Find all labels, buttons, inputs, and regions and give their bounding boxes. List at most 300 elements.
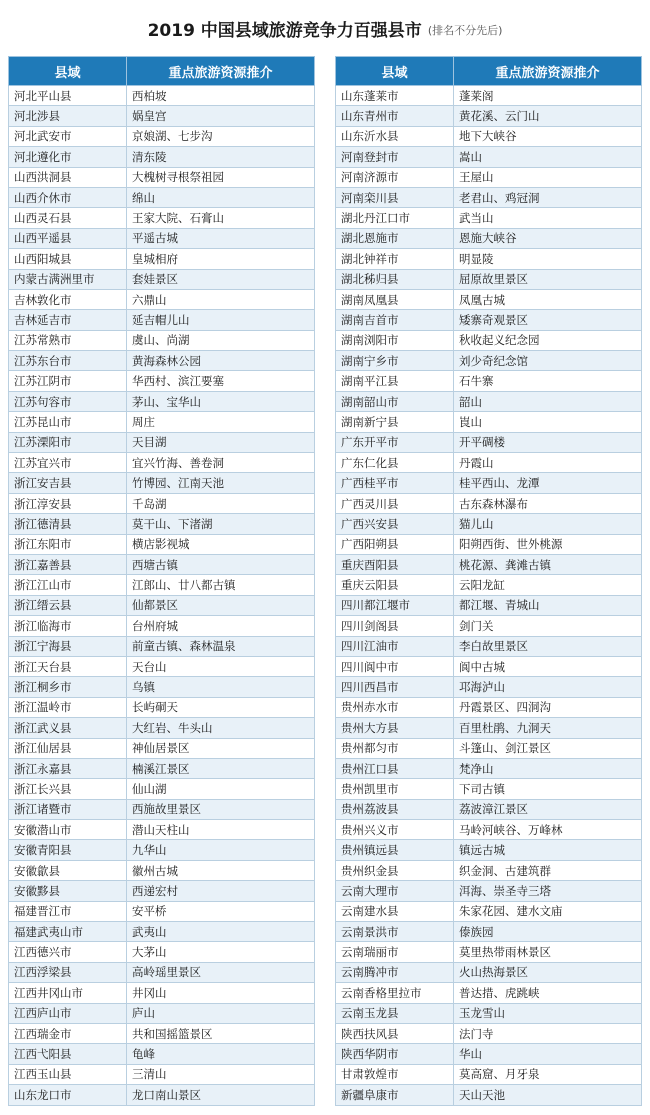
county-column-header: 县域 xyxy=(9,57,127,86)
resource-cell: 周庄 xyxy=(127,412,315,432)
table-row xyxy=(336,718,642,738)
resource-cell: 邛海泸山 xyxy=(454,677,642,697)
resource-cell: 仙都景区 xyxy=(127,595,315,615)
county-cell: 山东青州市 xyxy=(336,106,454,126)
table-row xyxy=(336,656,642,676)
resource-cell: 下司古镇 xyxy=(454,779,642,799)
tables-container xyxy=(0,56,650,1106)
resource-cell: 傣族园 xyxy=(454,922,642,942)
resource-cell: 天山天池 xyxy=(454,1085,642,1105)
county-cell: 安徽青阳县 xyxy=(9,840,127,860)
right-table xyxy=(335,56,642,1106)
resource-cell: 崀山 xyxy=(454,412,642,432)
resource-cell: 莫干山、下渚湖 xyxy=(127,514,315,534)
county-cell: 山西阳城县 xyxy=(9,249,127,269)
county-cell: 新疆阜康市 xyxy=(336,1085,454,1105)
county-cell: 浙江温岭市 xyxy=(9,697,127,717)
county-cell: 浙江诸暨市 xyxy=(9,799,127,819)
county-cell: 山东沂水县 xyxy=(336,126,454,146)
resource-cell: 京娘湖、七步沟 xyxy=(127,126,315,146)
resource-cell: 恩施大峡谷 xyxy=(454,228,642,248)
table-row xyxy=(9,289,315,309)
resource-cell: 黄海森林公园 xyxy=(127,351,315,371)
resource-cell: 玉龙雪山 xyxy=(454,1003,642,1023)
resource-cell: 宜兴竹海、善卷洞 xyxy=(127,453,315,473)
county-cell: 浙江缙云县 xyxy=(9,595,127,615)
resource-cell: 织金洞、古建筑群 xyxy=(454,860,642,880)
table-row xyxy=(9,371,315,391)
county-cell: 江西浮梁县 xyxy=(9,962,127,982)
table-row xyxy=(336,167,642,187)
table-row xyxy=(9,249,315,269)
county-cell: 河南济源市 xyxy=(336,167,454,187)
resource-cell: 西柏坡 xyxy=(127,86,315,106)
table-row xyxy=(336,1023,642,1043)
table-row xyxy=(9,779,315,799)
resource-cell: 莫里热带雨林景区 xyxy=(454,942,642,962)
county-cell: 山西介休市 xyxy=(9,187,127,207)
resource-cell: 清东陵 xyxy=(127,147,315,167)
resource-cell: 马岭河峡谷、万峰林 xyxy=(454,820,642,840)
resource-cell: 蓬莱阁 xyxy=(454,86,642,106)
ranking-note: (排名不分先后) xyxy=(427,23,503,37)
table-row xyxy=(336,962,642,982)
county-cell: 河北涉县 xyxy=(9,106,127,126)
county-cell: 安徽黟县 xyxy=(9,881,127,901)
resource-cell: 都江堰、青城山 xyxy=(454,595,642,615)
resource-cell: 庐山 xyxy=(127,1003,315,1023)
county-cell: 浙江桐乡市 xyxy=(9,677,127,697)
resource-cell: 矮寨奇观景区 xyxy=(454,310,642,330)
table-row xyxy=(336,636,642,656)
county-cell: 湖北丹江口市 xyxy=(336,208,454,228)
table-row xyxy=(336,330,642,350)
county-cell: 浙江东阳市 xyxy=(9,534,127,554)
table-row xyxy=(336,575,642,595)
county-cell: 山西灵石县 xyxy=(9,208,127,228)
resource-cell: 乌镇 xyxy=(127,677,315,697)
table-row xyxy=(336,106,642,126)
county-cell: 江西德兴市 xyxy=(9,942,127,962)
county-cell: 湖南平江县 xyxy=(336,371,454,391)
county-cell: 湖南浏阳市 xyxy=(336,330,454,350)
county-cell: 内蒙古满洲里市 xyxy=(9,269,127,289)
county-cell: 湖南韶山市 xyxy=(336,391,454,411)
table-row xyxy=(9,493,315,513)
county-cell: 江西庐山市 xyxy=(9,1003,127,1023)
resource-cell: 火山热海景区 xyxy=(454,962,642,982)
table-row xyxy=(9,718,315,738)
county-cell: 江西玉山县 xyxy=(9,1064,127,1084)
county-cell: 浙江永嘉县 xyxy=(9,758,127,778)
county-cell: 重庆酉阳县 xyxy=(336,554,454,574)
resource-cell: 丹霞山 xyxy=(454,453,642,473)
resource-cell: 古东森林瀑布 xyxy=(454,493,642,513)
table-row xyxy=(336,840,642,860)
resource-cell: 朱家花园、建水文庙 xyxy=(454,901,642,921)
resource-cell: 阳朔西街、世外桃源 xyxy=(454,534,642,554)
county-cell: 陕西扶风县 xyxy=(336,1023,454,1043)
resource-cell: 套娃景区 xyxy=(127,269,315,289)
county-cell: 浙江临海市 xyxy=(9,616,127,636)
resource-cell: 前童古镇、森林温泉 xyxy=(127,636,315,656)
table-row xyxy=(9,391,315,411)
county-cell: 贵州织金县 xyxy=(336,860,454,880)
county-cell: 浙江天台县 xyxy=(9,656,127,676)
table-row xyxy=(336,249,642,269)
county-cell: 广西桂平市 xyxy=(336,473,454,493)
table-row xyxy=(9,1003,315,1023)
table-row xyxy=(336,799,642,819)
table-row xyxy=(336,983,642,1003)
resource-cell: 龟峰 xyxy=(127,1044,315,1064)
table-row xyxy=(9,983,315,1003)
resource-cell: 横店影视城 xyxy=(127,534,315,554)
resource-cell: 大红岩、牛头山 xyxy=(127,718,315,738)
county-cell: 河南登封市 xyxy=(336,147,454,167)
table-row xyxy=(336,473,642,493)
resource-cell: 荔波漳江景区 xyxy=(454,799,642,819)
table-row xyxy=(336,677,642,697)
resource-cell: 神仙居景区 xyxy=(127,738,315,758)
table-row xyxy=(336,1044,642,1064)
table-row xyxy=(9,187,315,207)
resource-cell: 江郎山、廿八都古镇 xyxy=(127,575,315,595)
resource-cell: 韶山 xyxy=(454,391,642,411)
resource-cell: 秋收起义纪念园 xyxy=(454,330,642,350)
county-cell: 广东仁化县 xyxy=(336,453,454,473)
resource-cell: 洱海、崇圣寺三塔 xyxy=(454,881,642,901)
resource-cell: 云阳龙缸 xyxy=(454,575,642,595)
county-cell: 湖南吉首市 xyxy=(336,310,454,330)
county-cell: 广东开平市 xyxy=(336,432,454,452)
county-cell: 吉林敦化市 xyxy=(9,289,127,309)
table-row xyxy=(9,126,315,146)
table-row xyxy=(336,493,642,513)
table-row xyxy=(9,820,315,840)
county-cell: 云南瑞丽市 xyxy=(336,942,454,962)
table-row xyxy=(336,187,642,207)
table-row xyxy=(336,820,642,840)
county-cell: 四川西昌市 xyxy=(336,677,454,697)
resource-column-header: 重点旅游资源推介 xyxy=(127,57,315,86)
county-cell: 浙江宁海县 xyxy=(9,636,127,656)
table-row xyxy=(9,860,315,880)
county-cell: 湖北秭归县 xyxy=(336,269,454,289)
resource-cell: 华山 xyxy=(454,1044,642,1064)
county-cell: 陕西华阴市 xyxy=(336,1044,454,1064)
resource-cell: 普达措、虎跳峡 xyxy=(454,983,642,1003)
county-cell: 河北遵化市 xyxy=(9,147,127,167)
title-bar xyxy=(0,0,650,56)
table-row xyxy=(336,228,642,248)
table-row xyxy=(336,881,642,901)
resource-cell: 嵩山 xyxy=(454,147,642,167)
county-cell: 江苏东台市 xyxy=(9,351,127,371)
resource-cell: 开平碉楼 xyxy=(454,432,642,452)
table-row xyxy=(9,1064,315,1084)
right-table-body xyxy=(336,86,642,1106)
table-row xyxy=(9,942,315,962)
county-cell: 江西井冈山市 xyxy=(9,983,127,1003)
table-row xyxy=(9,147,315,167)
county-cell: 福建武夷山市 xyxy=(9,922,127,942)
table-row xyxy=(9,677,315,697)
resource-cell: 斗篷山、剑江景区 xyxy=(454,738,642,758)
county-cell: 浙江安吉县 xyxy=(9,473,127,493)
resource-cell: 武夷山 xyxy=(127,922,315,942)
resource-cell: 丹霞景区、四洞沟 xyxy=(454,697,642,717)
resource-cell: 阆中古城 xyxy=(454,656,642,676)
resource-cell: 梵净山 xyxy=(454,758,642,778)
resource-cell: 王家大院、石膏山 xyxy=(127,208,315,228)
table-row xyxy=(9,473,315,493)
resource-cell: 娲皇宫 xyxy=(127,106,315,126)
county-cell: 江苏句容市 xyxy=(9,391,127,411)
county-cell: 贵州镇远县 xyxy=(336,840,454,860)
county-cell: 广西兴安县 xyxy=(336,514,454,534)
resource-cell: 九华山 xyxy=(127,840,315,860)
table-row xyxy=(336,269,642,289)
county-cell: 广西灵川县 xyxy=(336,493,454,513)
table-row xyxy=(336,514,642,534)
resource-cell: 李白故里景区 xyxy=(454,636,642,656)
table-row xyxy=(9,901,315,921)
table-row xyxy=(9,432,315,452)
county-cell: 湖北恩施市 xyxy=(336,228,454,248)
resource-cell: 莫高窟、月牙泉 xyxy=(454,1064,642,1084)
county-cell: 广西阳朔县 xyxy=(336,534,454,554)
resource-cell: 大茅山 xyxy=(127,942,315,962)
resource-cell: 共和国摇篮景区 xyxy=(127,1023,315,1043)
county-cell: 江苏溧阳市 xyxy=(9,432,127,452)
resource-cell: 石牛寨 xyxy=(454,371,642,391)
resource-cell: 仙山湖 xyxy=(127,779,315,799)
county-cell: 湖南新宁县 xyxy=(336,412,454,432)
county-cell: 湖北钟祥市 xyxy=(336,249,454,269)
county-cell: 江苏宜兴市 xyxy=(9,453,127,473)
table-row xyxy=(336,371,642,391)
county-cell: 贵州都匀市 xyxy=(336,738,454,758)
table-row xyxy=(9,758,315,778)
resource-cell: 法门寺 xyxy=(454,1023,642,1043)
resource-cell: 镇远古城 xyxy=(454,840,642,860)
table-row xyxy=(336,738,642,758)
county-cell: 重庆云阳县 xyxy=(336,575,454,595)
resource-cell: 西塘古镇 xyxy=(127,554,315,574)
county-cell: 四川江油市 xyxy=(336,636,454,656)
table-row xyxy=(9,106,315,126)
table-row xyxy=(9,514,315,534)
county-cell: 云南玉龙县 xyxy=(336,1003,454,1023)
county-cell: 江苏常熟市 xyxy=(9,330,127,350)
resource-cell: 安平桥 xyxy=(127,901,315,921)
resource-cell: 黄花溪、云门山 xyxy=(454,106,642,126)
resource-cell: 茅山、宝华山 xyxy=(127,391,315,411)
county-cell: 安徽潜山市 xyxy=(9,820,127,840)
resource-cell: 高岭瑶里景区 xyxy=(127,962,315,982)
table-row xyxy=(336,391,642,411)
county-cell: 浙江长兴县 xyxy=(9,779,127,799)
table-row xyxy=(336,351,642,371)
county-cell: 贵州赤水市 xyxy=(336,697,454,717)
table-row xyxy=(9,840,315,860)
table-row xyxy=(336,942,642,962)
resource-cell: 凤凰古城 xyxy=(454,289,642,309)
county-cell: 四川都江堰市 xyxy=(336,595,454,615)
county-cell: 浙江德清县 xyxy=(9,514,127,534)
table-row xyxy=(336,595,642,615)
resource-cell: 百里杜鹃、九洞天 xyxy=(454,718,642,738)
county-cell: 四川阆中市 xyxy=(336,656,454,676)
resource-cell: 井冈山 xyxy=(127,983,315,1003)
county-cell: 山西洪洞县 xyxy=(9,167,127,187)
resource-cell: 老君山、鸡冠洞 xyxy=(454,187,642,207)
table-row xyxy=(9,881,315,901)
county-cell: 吉林延吉市 xyxy=(9,310,127,330)
table-row xyxy=(336,779,642,799)
county-cell: 江西弋阳县 xyxy=(9,1044,127,1064)
table-row xyxy=(9,922,315,942)
resource-cell: 西递宏村 xyxy=(127,881,315,901)
resource-cell: 天台山 xyxy=(127,656,315,676)
county-cell: 江苏昆山市 xyxy=(9,412,127,432)
county-cell: 安徽歙县 xyxy=(9,860,127,880)
table-row xyxy=(9,1023,315,1043)
table-row xyxy=(336,1064,642,1084)
table-row xyxy=(336,1085,642,1105)
county-cell: 云南香格里拉市 xyxy=(336,983,454,1003)
county-cell: 贵州江口县 xyxy=(336,758,454,778)
table-row xyxy=(9,595,315,615)
table-row xyxy=(9,269,315,289)
resource-column-header: 重点旅游资源推介 xyxy=(454,57,642,86)
table-row xyxy=(9,697,315,717)
county-cell: 贵州大方县 xyxy=(336,718,454,738)
table-row xyxy=(9,534,315,554)
table-row xyxy=(336,901,642,921)
resource-cell: 桂平西山、龙潭 xyxy=(454,473,642,493)
county-cell: 浙江嘉善县 xyxy=(9,554,127,574)
right-table-header-row xyxy=(336,57,642,86)
resource-cell: 猫儿山 xyxy=(454,514,642,534)
resource-cell: 明显陵 xyxy=(454,249,642,269)
county-cell: 河北平山县 xyxy=(9,86,127,106)
table-row xyxy=(336,208,642,228)
resource-cell: 桃花源、龚滩古镇 xyxy=(454,554,642,574)
table-row xyxy=(336,432,642,452)
table-row xyxy=(9,1044,315,1064)
county-column-header: 县域 xyxy=(336,57,454,86)
resource-cell: 皇城相府 xyxy=(127,249,315,269)
resource-cell: 西施故里景区 xyxy=(127,799,315,819)
table-row xyxy=(336,534,642,554)
resource-cell: 刘少奇纪念馆 xyxy=(454,351,642,371)
county-cell: 湖南宁乡市 xyxy=(336,351,454,371)
county-cell: 山西平遥县 xyxy=(9,228,127,248)
table-row xyxy=(9,453,315,473)
resource-cell: 三清山 xyxy=(127,1064,315,1084)
table-row xyxy=(9,310,315,330)
resource-cell: 大槐树寻根祭祖园 xyxy=(127,167,315,187)
resource-cell: 潜山天柱山 xyxy=(127,820,315,840)
table-row xyxy=(9,86,315,106)
county-cell: 江苏江阴市 xyxy=(9,371,127,391)
resource-cell: 楠溪江景区 xyxy=(127,758,315,778)
table-row xyxy=(336,126,642,146)
resource-cell: 华西村、滨江要塞 xyxy=(127,371,315,391)
resource-cell: 龙口南山景区 xyxy=(127,1085,315,1105)
resource-cell: 徽州古城 xyxy=(127,860,315,880)
county-cell: 浙江江山市 xyxy=(9,575,127,595)
table-row xyxy=(9,412,315,432)
table-row xyxy=(336,147,642,167)
county-cell: 甘肃敦煌市 xyxy=(336,1064,454,1084)
left-table-header-row xyxy=(9,57,315,86)
table-row xyxy=(336,1003,642,1023)
resource-cell: 虞山、尚湖 xyxy=(127,330,315,350)
table-row xyxy=(336,758,642,778)
table-row xyxy=(336,289,642,309)
table-row xyxy=(336,616,642,636)
county-cell: 浙江仙居县 xyxy=(9,738,127,758)
county-cell: 河北武安市 xyxy=(9,126,127,146)
table-row xyxy=(336,310,642,330)
left-table-body xyxy=(9,86,315,1106)
county-cell: 山东蓬莱市 xyxy=(336,86,454,106)
page-title: 2019 中国县域旅游竞争力百强县市 xyxy=(147,20,422,41)
county-cell: 云南腾冲市 xyxy=(336,962,454,982)
table-row xyxy=(9,554,315,574)
table-row xyxy=(9,799,315,819)
resource-cell: 竹博园、江南天池 xyxy=(127,473,315,493)
county-cell: 贵州兴义市 xyxy=(336,820,454,840)
county-cell: 贵州凯里市 xyxy=(336,779,454,799)
resource-cell: 天目湖 xyxy=(127,432,315,452)
resource-cell: 长屿硐天 xyxy=(127,697,315,717)
county-cell: 山东龙口市 xyxy=(9,1085,127,1105)
table-row xyxy=(336,412,642,432)
resource-cell: 地下大峡谷 xyxy=(454,126,642,146)
table-row xyxy=(336,922,642,942)
county-cell: 云南大理市 xyxy=(336,881,454,901)
county-cell: 云南建水县 xyxy=(336,901,454,921)
county-cell: 四川剑阁县 xyxy=(336,616,454,636)
county-cell: 江西瑞金市 xyxy=(9,1023,127,1043)
table-row xyxy=(9,208,315,228)
resource-cell: 武当山 xyxy=(454,208,642,228)
table-row xyxy=(9,575,315,595)
county-cell: 云南景洪市 xyxy=(336,922,454,942)
table-row xyxy=(9,330,315,350)
table-row xyxy=(336,697,642,717)
county-cell: 贵州荔波县 xyxy=(336,799,454,819)
county-cell: 福建晋江市 xyxy=(9,901,127,921)
table-row xyxy=(336,453,642,473)
table-row xyxy=(9,351,315,371)
county-cell: 湖南凤凰县 xyxy=(336,289,454,309)
table-row xyxy=(9,1085,315,1105)
resource-cell: 台州府城 xyxy=(127,616,315,636)
resource-cell: 绵山 xyxy=(127,187,315,207)
table-row xyxy=(336,860,642,880)
table-row xyxy=(9,656,315,676)
table-row xyxy=(9,962,315,982)
county-cell: 河南栾川县 xyxy=(336,187,454,207)
table-row xyxy=(336,86,642,106)
table-row xyxy=(9,636,315,656)
resource-cell: 平遥古城 xyxy=(127,228,315,248)
